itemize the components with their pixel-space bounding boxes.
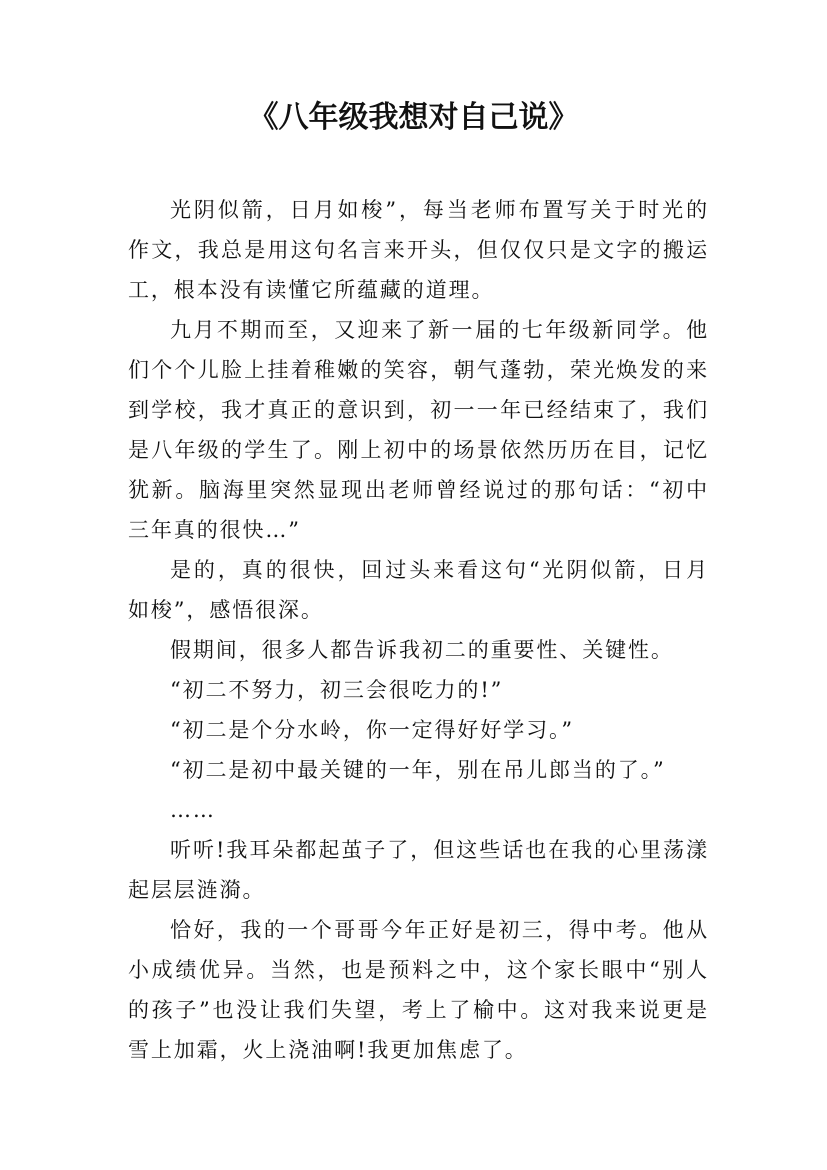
quote-2: “初二是个分水岭，你一定得好好学习。” (170, 718, 575, 742)
quote-1: “初二不努力，初三会很吃力的!” (170, 678, 504, 702)
paragraph-4: 假期间，很多人都告诉我初二的重要性、关键性。 (170, 638, 674, 662)
paragraph-6: 恰好，我的一个哥哥今年正好是初三，得中考。他从小成绩优异。当然，也是预料之中，这个家长眼中“别人的孩子”也没让我们失望，考上了榆中。这对我来说更是雪上加霜，火上浇油啊!我更加焦虑了。 (128, 918, 709, 1062)
document-body (128, 190, 709, 1070)
ellipsis-line: …… (170, 798, 216, 822)
paragraph-1: 光阴似箭，日月如梭”，每当老师布置写关于时光的作文，我总是用这句名言来开头，但仅仅只是文字的搬运工，根本没有读懂它所蕴藏的道理。 (128, 198, 709, 302)
quote-3: “初二是初中最关键的一年，别在吊儿郎当的了。” (170, 758, 666, 782)
paragraph-2: 九月不期而至，又迎来了新一届的七年级新同学。他们个个儿脸上挂着稚嫩的笑容，朝气蓬勃，荣光焕发的来到学校，我才真正的意识到，初一一年已经结束了，我们是八年级的学生了。刚上初中的场景依然历历在目，记忆犹新。脑海里突然显现出老师曾经说过的那句话：“初中三年真的很快…” (128, 318, 709, 542)
paragraph-5: 听听!我耳朵都起茧子了，但这些话也在我的心里荡漾起层层涟漪。 (128, 838, 709, 902)
paragraph-3: 是的，真的很快，回过头来看这句“光阴似箭，日月如梭”，感悟很深。 (128, 558, 709, 622)
document-title: 《八年级我想对自己说》 (248, 100, 579, 135)
